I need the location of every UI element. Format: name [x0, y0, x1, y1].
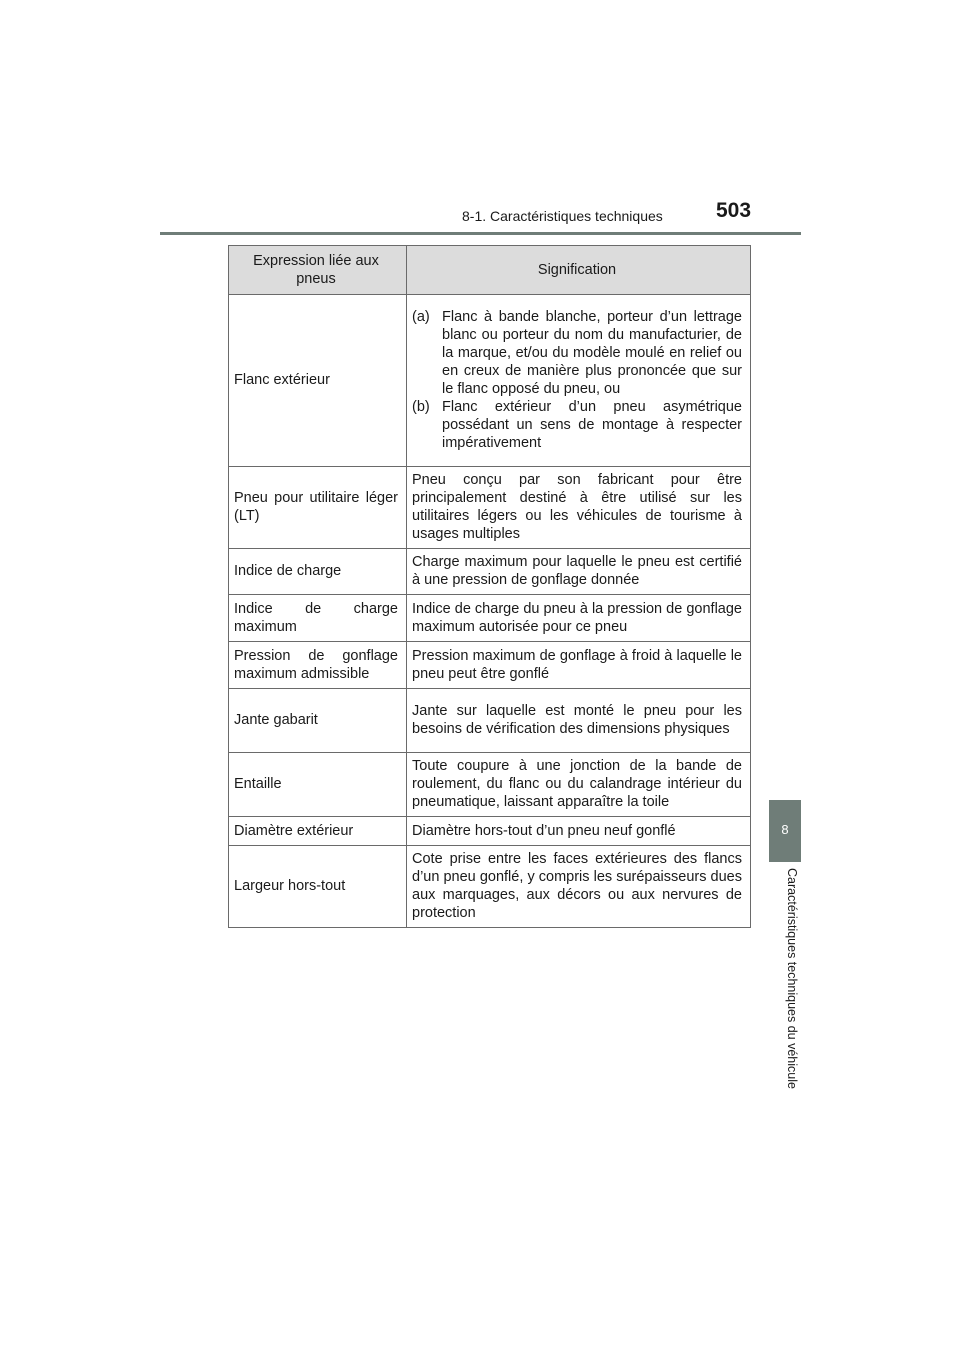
- meaning-cell: Pression maximum de gonflage à froid à laquelle le pneu peut être gonflé: [407, 642, 751, 689]
- meaning-cell: Pneu conçu par son fabricant pour être principalement destiné à être utilisé sur les utilitaires légers ou les véhicules de tourisme à usages multiples: [407, 467, 751, 549]
- term-cell: Jante gabarit: [229, 689, 407, 753]
- column-header-meaning: Signification: [407, 246, 751, 295]
- term-cell: Entaille: [229, 753, 407, 817]
- term-cell: Largeur hors-tout: [229, 846, 407, 928]
- table-row: [229, 817, 751, 846]
- table-row: [229, 467, 751, 549]
- term-cell: Pression de gonflage maximum admissible: [229, 642, 407, 689]
- table-row: [229, 753, 751, 817]
- meaning-cell: Diamètre hors-tout d’un pneu neuf gonflé: [407, 817, 751, 846]
- table-row: [229, 689, 751, 753]
- table-row: [229, 642, 751, 689]
- list-marker: (a): [412, 309, 430, 325]
- list-item-text: Flanc extérieur d’un pneu asymétrique possédant un sens de montage à respecter impérativement: [442, 399, 742, 451]
- tire-terms-table: [228, 245, 751, 928]
- table-header-row: [229, 246, 751, 295]
- header-rule: [160, 232, 801, 235]
- chapter-title: Caractéristiques techniques du véhicule: [785, 868, 799, 1089]
- term-cell: Pneu pour utilitaire léger (LT): [229, 467, 407, 549]
- table-row: [229, 549, 751, 595]
- table-row: [229, 295, 751, 467]
- meaning-cell: Cote prise entre les faces extérieures des flancs d’un pneu gonflé, y compris les surépaisseurs dues aux marquages, aux décors ou aux nervures de protection: [407, 846, 751, 928]
- table-row: [229, 595, 751, 642]
- meaning-cell: Toute coupure à une jonction de la bande de roulement, du flanc ou du calandrage intérieur du pneumatique, laissant apparaître la toile: [407, 753, 751, 817]
- list-item: [412, 308, 742, 398]
- list-marker: (b): [412, 399, 430, 415]
- column-header-term: Expression liée aux pneus: [229, 246, 407, 295]
- chapter-number: 8: [781, 822, 789, 837]
- list-item-text: Flanc à bande blanche, porteur d’un lettrage blanc ou porteur du nom du manufacturier, de la marque, et/ou du modèle moulé en relief ou en creux de manière plus prononcée que sur le flanc opposé du pneu, ou: [442, 309, 742, 397]
- table-row: [229, 846, 751, 928]
- section-title: 8-1. Caractéristiques techniques: [462, 208, 663, 224]
- meaning-cell: Jante sur laquelle est monté le pneu pour les besoins de vérification des dimensions physiques: [407, 689, 751, 753]
- term-cell: Diamètre extérieur: [229, 817, 407, 846]
- list-item: [412, 398, 742, 452]
- term-cell: Indice de charge maximum: [229, 595, 407, 642]
- chapter-tab: [769, 800, 801, 862]
- term-cell: Flanc extérieur: [229, 295, 407, 467]
- meaning-cell: [407, 295, 751, 467]
- page-number: 503: [716, 199, 752, 222]
- meaning-cell: Charge maximum pour laquelle le pneu est certifié à une pression de gonflage donnée: [407, 549, 751, 595]
- term-cell: Indice de charge: [229, 549, 407, 595]
- meaning-cell: Indice de charge du pneu à la pression de gonflage maximum autorisée pour ce pneu: [407, 595, 751, 642]
